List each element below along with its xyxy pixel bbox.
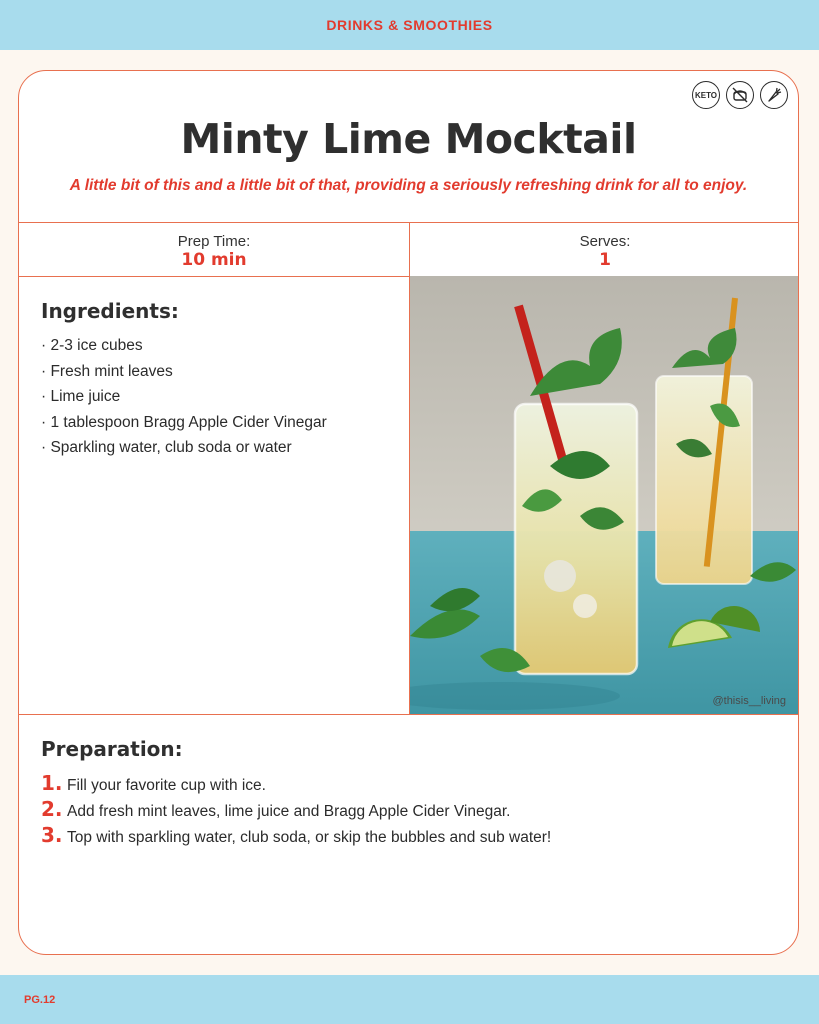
step-text: Add fresh mint leaves, lime juice and Bragg Apple Cider Vinegar. (67, 803, 511, 820)
step-item (41, 771, 551, 797)
carrot-icon (760, 81, 788, 109)
divider (19, 714, 798, 715)
recipe-subtitle: A little bit of this and a little bit of that, providing a seriously refreshing drink for all to enjoy. (69, 177, 748, 194)
step-item (41, 823, 551, 849)
footer-band (0, 975, 819, 1024)
preparation-steps (41, 771, 551, 849)
step-number: 3. (41, 823, 63, 847)
prep-time-value: 10 min (181, 250, 247, 270)
prep-time-label: Prep Time: (177, 233, 251, 250)
page-number: PG.12 (24, 994, 56, 1006)
step-text: Top with sparkling water, club soda, or skip the bubbles and sub water! (67, 829, 552, 846)
preparation-heading: Preparation: (41, 737, 183, 761)
serves-label: Serves: (579, 233, 631, 250)
keto-icon-label: KETO (694, 90, 718, 100)
ingredients-heading: Ingredients: (41, 299, 179, 323)
photo-credit: @thisis__living (712, 695, 786, 707)
ingredient-item: · 2-3 ice cubes (41, 337, 143, 354)
keto-icon (692, 81, 720, 109)
step-item (41, 797, 551, 823)
header-band (0, 0, 819, 50)
recipe-title: Minty Lime Mocktail (180, 115, 637, 163)
step-number: 2. (41, 797, 63, 821)
prep-time-cell (19, 223, 409, 276)
mocktail-photo (410, 276, 799, 714)
section-label: DRINKS & SMOOTHIES (326, 17, 493, 33)
serves-value: 1 (599, 250, 611, 270)
ingredient-item: · Lime juice (41, 388, 121, 405)
ingredient-item: · Fresh mint leaves (41, 362, 173, 380)
ingredient-item: · Sparkling water, club soda or water (41, 439, 292, 456)
diet-icons (692, 81, 788, 109)
step-number: 1. (41, 771, 63, 795)
ingredients-list (41, 333, 327, 461)
recipe-card (18, 70, 799, 955)
no-bread-icon (726, 81, 754, 109)
ingredient-item: · 1 tablespoon Bragg Apple Cider Vinegar (41, 413, 327, 431)
serves-cell (410, 223, 799, 276)
step-text: Fill your favorite cup with ice. (67, 777, 266, 794)
